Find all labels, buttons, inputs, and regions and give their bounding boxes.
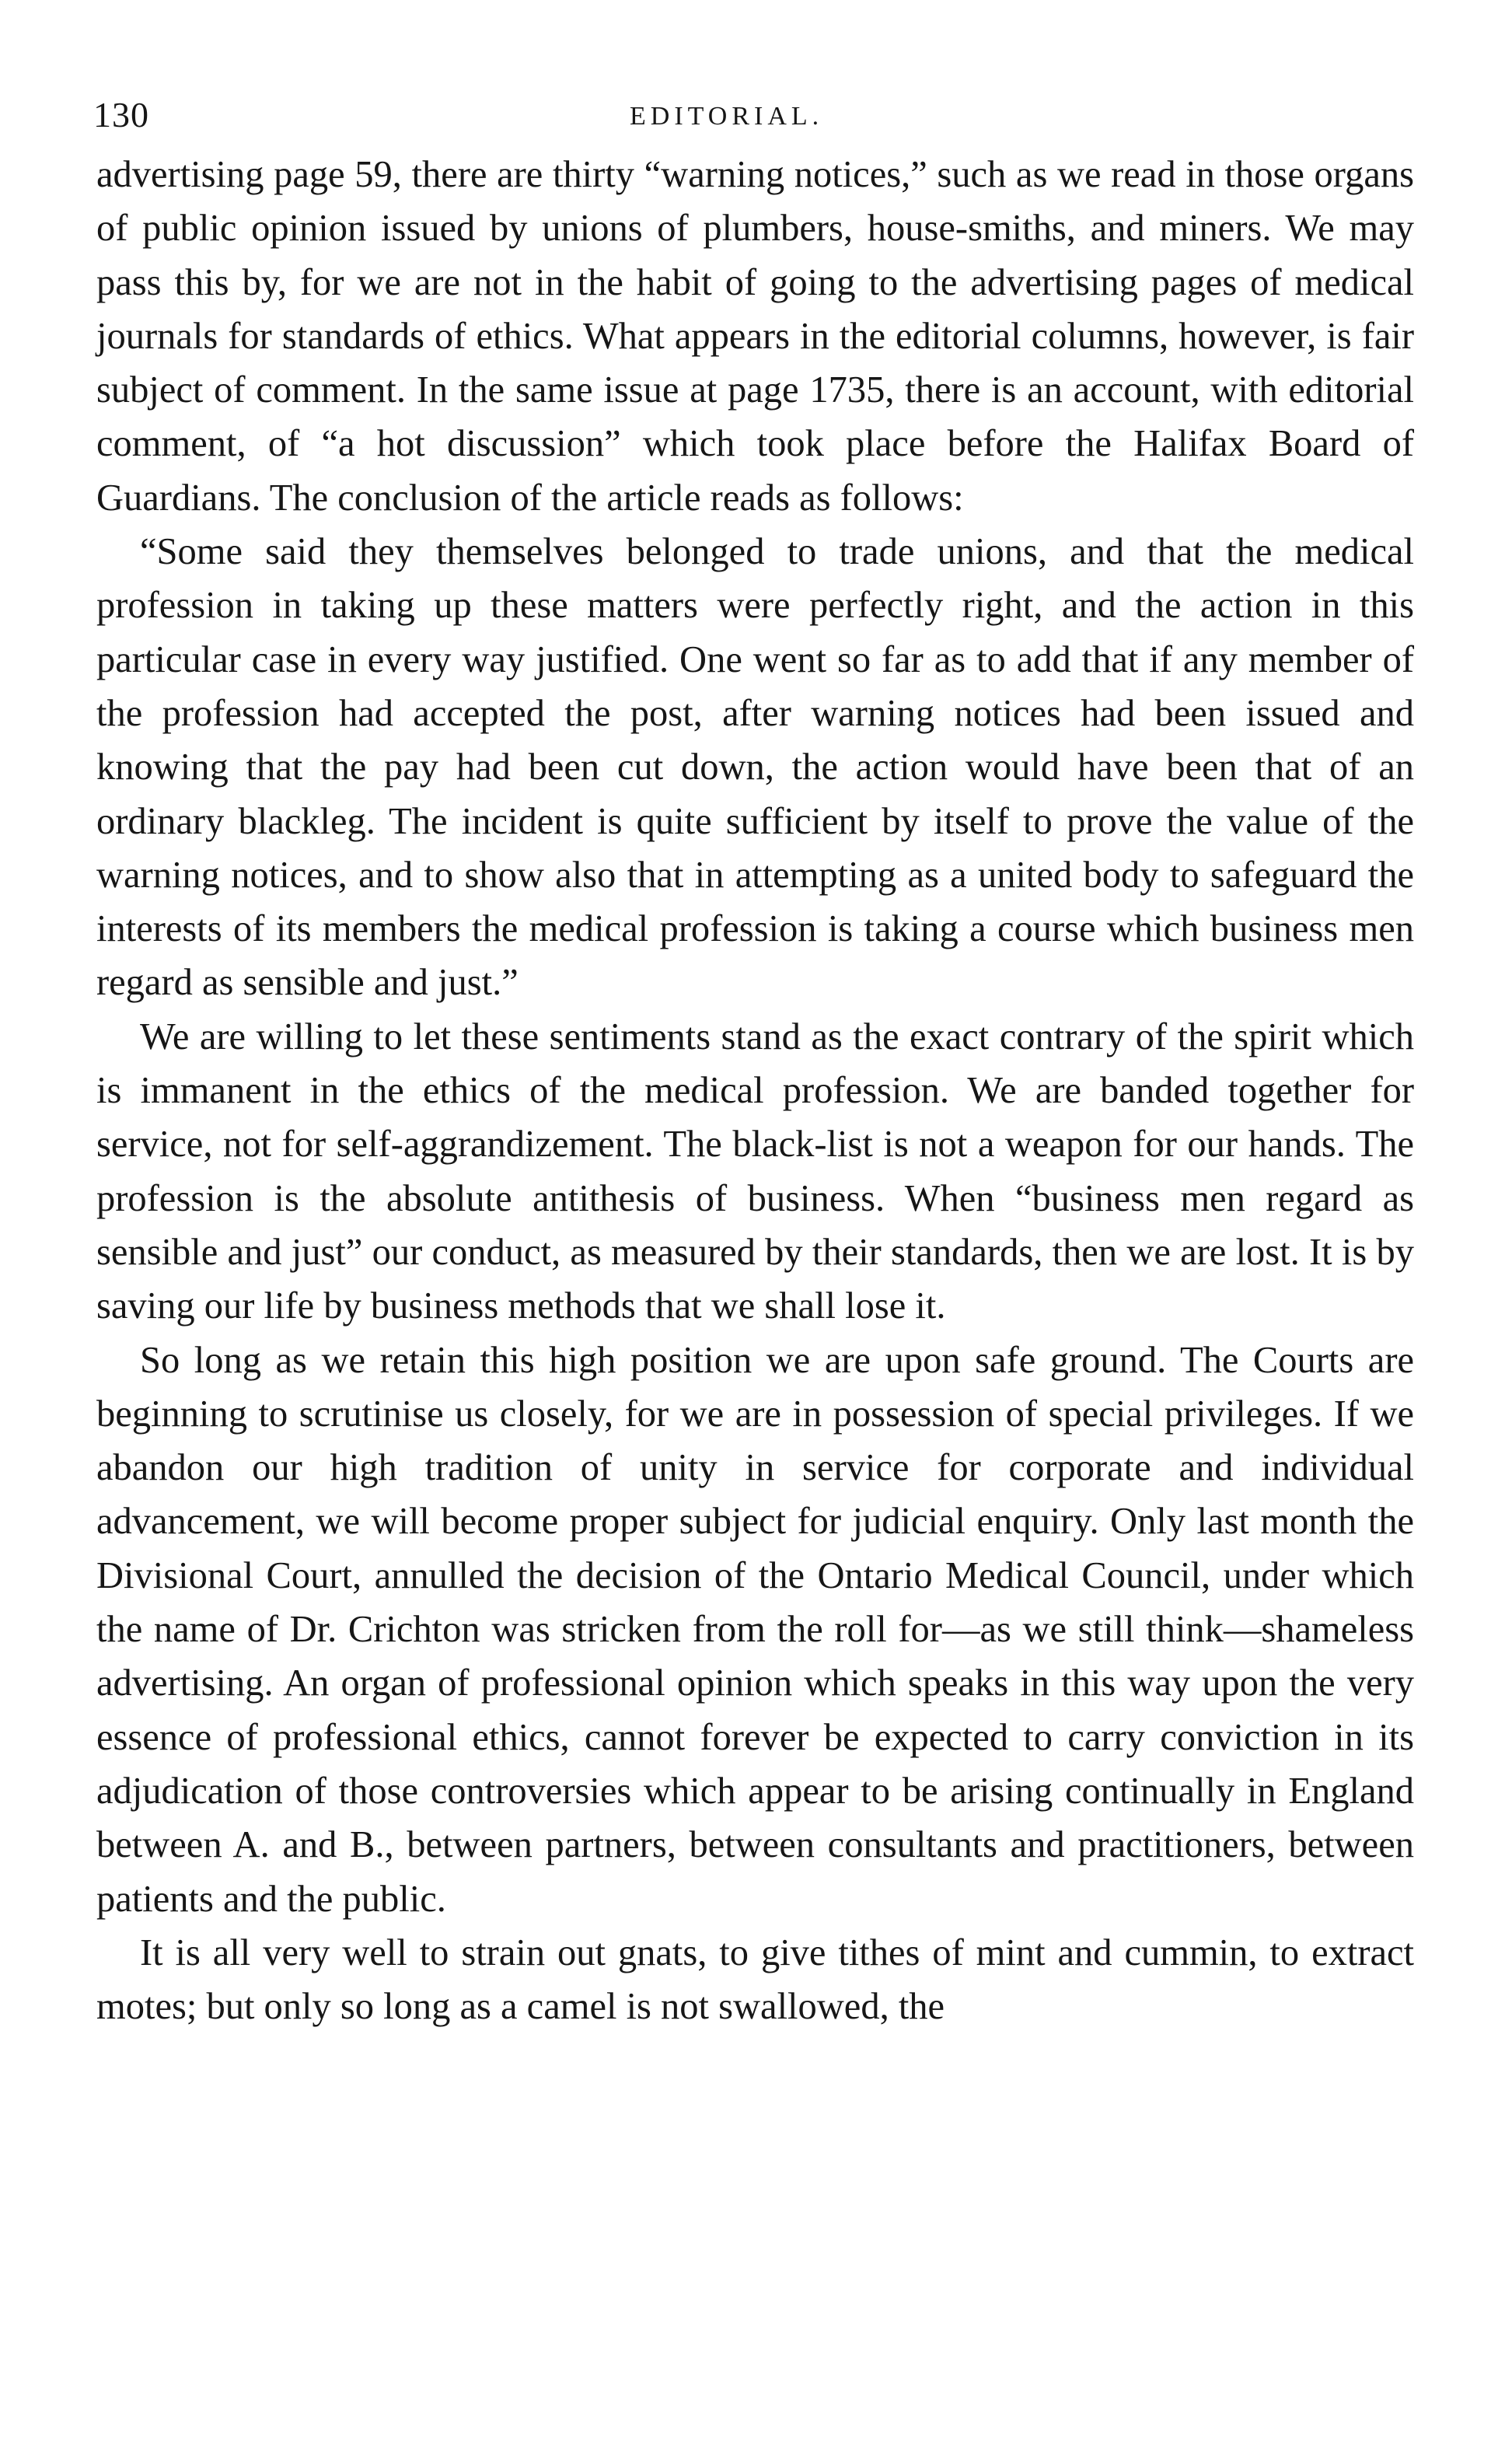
paragraph: So long as we retain this high position we are upon safe ground. The Courts are beginning to scrutinise us closely, for we are in possession of special privileges. If we abandon our high tradition of unity in service for corporate and individual advancement, we will become proper subject for judicial enquiry. Only last month the Divisional Court, annulled the decision of the Ontario Medical Council, under which the name of Dr. Crichton was stricken from the roll for—as we still think—shameless advertising. An organ of professional opinion which speaks in this way upon the very essence of professional ethics, cannot forever be expected to carry conviction in its adjudication of those controversies which appear to be arising continually in England between A. and B., between partners, between consultants and practitioners, between patients and the public.	[96, 1339, 1414, 1920]
paragraph: It is all very well to strain out gnats, to give tithes of mint and cummin, to extract motes; but only so long as a camel is not swallowed, the	[96, 1931, 1414, 2028]
paragraph: We are willing to let these sentiments stand as the exact contrary of the spirit which is immanent in the ethics of the medical profession. We are banded together for service, not for self-aggrandizement. The black-list is not a weapon for our hands. The profession is the absolute antithesis of business. When “business men regard as sensible and just” our conduct, as measured by their standards, then we are lost. It is by saving our life by business methods that we shall lose it.	[96, 1016, 1414, 1327]
paragraph-quotation: “Some said they themselves belonged to trade unions, and that the medical profession in taking up these matters were perfectly right, and the action in this particular case in every way justified. One went so far as to add that if any member of the profession had accepted the post, after warning notices had been issued and knowing that the pay had been cut down, the action would have been that of an ordinary blackleg. The incident is quite sufficient by itself to prove the value of the warning notices, and to show also that in attempting as a united body to safeguard the interests of its members the medical profession is taking a course which business men regard as sensible and just.”	[96, 531, 1414, 1004]
editorial-body	[96, 148, 1414, 2033]
running-head	[93, 92, 1430, 138]
paragraph-continuation: advertising page 59, there are thirty “warning notices,” such as we read in those organs of public opinion issued by unions of plumbers, house-smiths, and miners. We may pass this by, for we are not in the habit of going to the advertising pages of medical journals for standards of ethics. What appears in the editorial columns, however, is fair subject of comment. In the same issue at page 1735, there is an account, with editorial comment, of “a hot discussion” which took place before the Halifax Board of Guardians. The conclusion of the article reads as follows:	[96, 154, 1414, 519]
running-title: EDITORIAL.	[630, 102, 824, 131]
page-number: 130	[93, 95, 149, 135]
